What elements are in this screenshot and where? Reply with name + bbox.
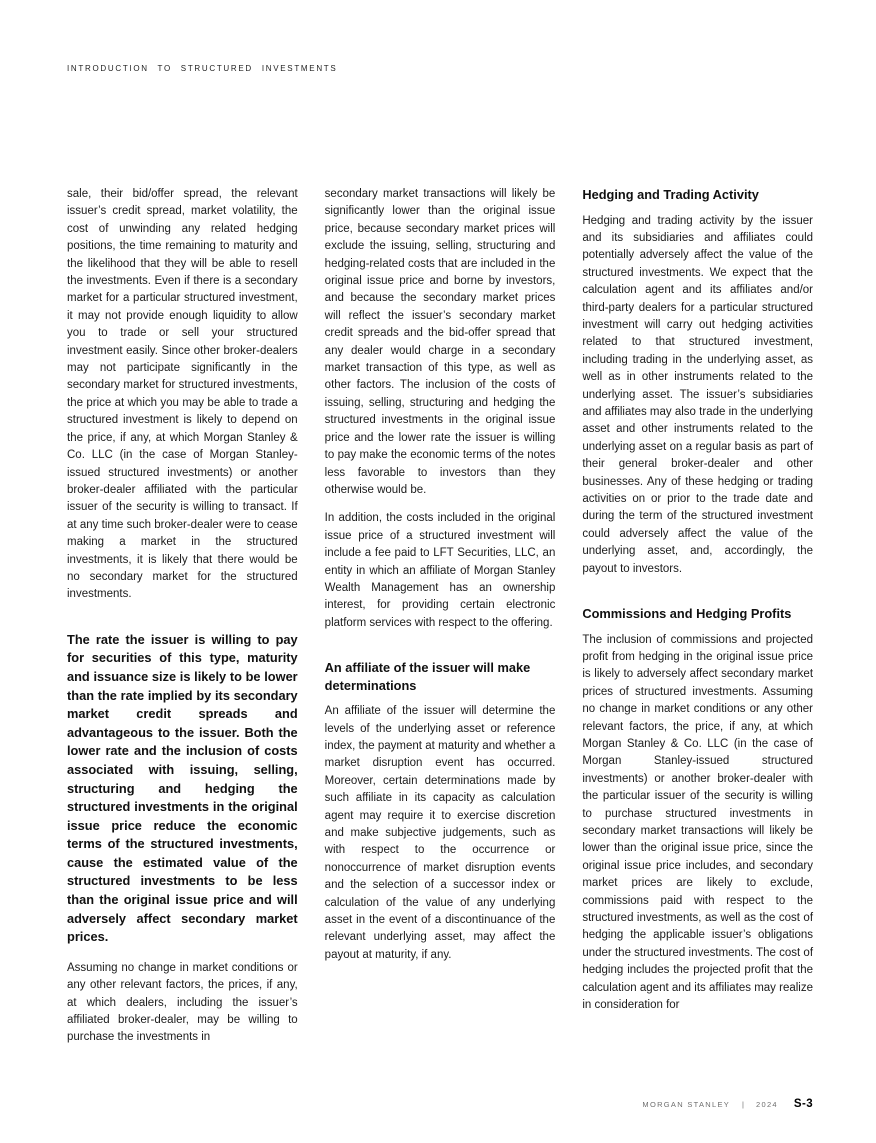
footer-brand: MORGAN STANLEY — [642, 1100, 731, 1109]
footer-separator: | — [742, 1100, 744, 1109]
text-columns — [67, 186, 813, 1058]
page-footer — [642, 1098, 813, 1110]
paragraph: sale, their bid/offer spread, the relevant issuer’s credit spread, market volatility, the cost of unwinding any related hedging positions, the time remaining to maturity and the likelihood that they will be able to resell the investments. Even if there is a secondary market for a particular structured investment, it may not provide enough liquidity to allow you to trade or sell your structured investment easily. Since other broker-dealers may not participate significantly in the secondary market for structured investments, the price at which you may be able to trade a structured investment is likely to depend on the price, if any, at which Morgan Stanley & Co. LLC (in the case of Morgan Stanley-issued structured investments) or another broker-dealer affiliated with the particular issuer of the security is willing to transact. If at any time such broker-dealer were to cease making a market in the structured investments, it is likely that there would be no secondary market for the structured investments. — [67, 188, 298, 601]
page-header: INTRODUCTION TO STRUCTURED INVESTMENTS — [67, 64, 338, 73]
paragraph: Hedging and trading activity by the issuer and its subsidiaries and affiliates could potentially adversely affect the value of the structured investments. We expect that the calculation agent and its affiliates and/or third-party dealers for a particular structured investment will carry out hedging activities related to that structured investment, including trading in the underlying asset, as well as in other instruments related to the underlying asset. The issuer’s subsidiaries and affiliates may also trade in the underlying asset and other instruments related to the underlying asset on a regular basis as part of their general broker-dealer and other businesses. Any of these hedging or trading activities on or prior to the trade date and during the term of the structured investment could adversely affect the value of the underlying asset, and, accordingly, the payout to investors. — [582, 214, 814, 575]
column-1 — [67, 186, 298, 1058]
column-3 — [582, 186, 813, 1058]
section-heading: Commissions and Hedging Profits — [582, 606, 792, 622]
column-2 — [325, 186, 556, 1058]
footer-year: 2024 — [756, 1100, 778, 1109]
paragraph: An affiliate of the issuer will determine the levels of the underlying asset or reference index, the payment at maturity and whether a market disruption event has occurred. Moreover, certain determinations made by such affiliate in its capacity as calculation agent may require it to exercise discretion and make subjective judgements, such as with respect to the occurrence or nonoccurrence of market disruption events and the selection of a successor index or calculation of the value of any underlying asset in the event of a discontinuance of the relevant underlying asset, may affect the payout at maturity, if any. — [324, 705, 556, 961]
paragraph: In addition, the costs included in the original issue price of a structured investment will include a fee paid to LFT Securities, LLC, an entity in which an affiliate of Morgan Stanley Wealth Management has an ownership interest, for providing certain electronic platform services with respect to the offering. — [324, 512, 556, 629]
page-number: S-3 — [793, 1098, 813, 1110]
paragraph: Assuming no change in market conditions or any other relevant factors, the prices, if any, at which dealers, including the issuer’s affiliated broker-dealer, may be willing to purchase the investments in — [67, 961, 298, 1044]
paragraph: The inclusion of commissions and projected profit from hedging in the original issue price is likely to adversely affect secondary market prices of structured investments. Assuming no change in market conditions or any other relevant factors, the price, if any, at which Morgan Stanley & Co. LLC (in the case of Morgan Stanley-issued structured investments) or another broker-dealer with the particular issuer of the security is willing to purchase structured investments in secondary market transactions will likely be lower than the original issue price, since the original issue price includes, and secondary market prices are likely to exclude, commissions paid with respect to the structured investments, as well as the cost of hedging the applicable issuer’s obligations under the structured investments. The cost of hedging includes the projected profit that the calculation agent and its affiliates may realize in consideration for — [582, 633, 814, 1012]
paragraph: secondary market transactions will likely be significantly lower than the original issue price, because secondary market prices will exclude the issuing, selling, structuring and hedging-related costs that are included in the original issue price and borne by investors, and because the secondary market prices will reflect the issuer’s secondary market credit spreads and the bid-offer spread that any dealer would charge in a secondary market transaction of this type, as well as other factors. The inclusion of the costs of issuing, selling, structuring and hedging the structured investments in the original issue price and the lower rate the issuer is willing to pay make the economic terms of the notes less favorable to investors than they otherwise would be. — [324, 188, 556, 496]
section-heading: An affiliate of the issuer will make determinations — [324, 660, 531, 693]
section-heading: Hedging and Trading Activity — [582, 187, 759, 202]
lead-paragraph: The rate the issuer is willing to pay for securities of this type, maturity and issuance size is likely to be lower than the rate implied by its secondary market credit spreads and advantageous to the issuer. Both the lower rate and the inclusion of costs associated with issuing, selling, structuring and hedging the structured investments in the original issue price reduce the economic terms of the structured investments, cause the estimated value of the structured investments to be less than the original issue price and will adversely affect secondary market prices. — [67, 631, 298, 945]
